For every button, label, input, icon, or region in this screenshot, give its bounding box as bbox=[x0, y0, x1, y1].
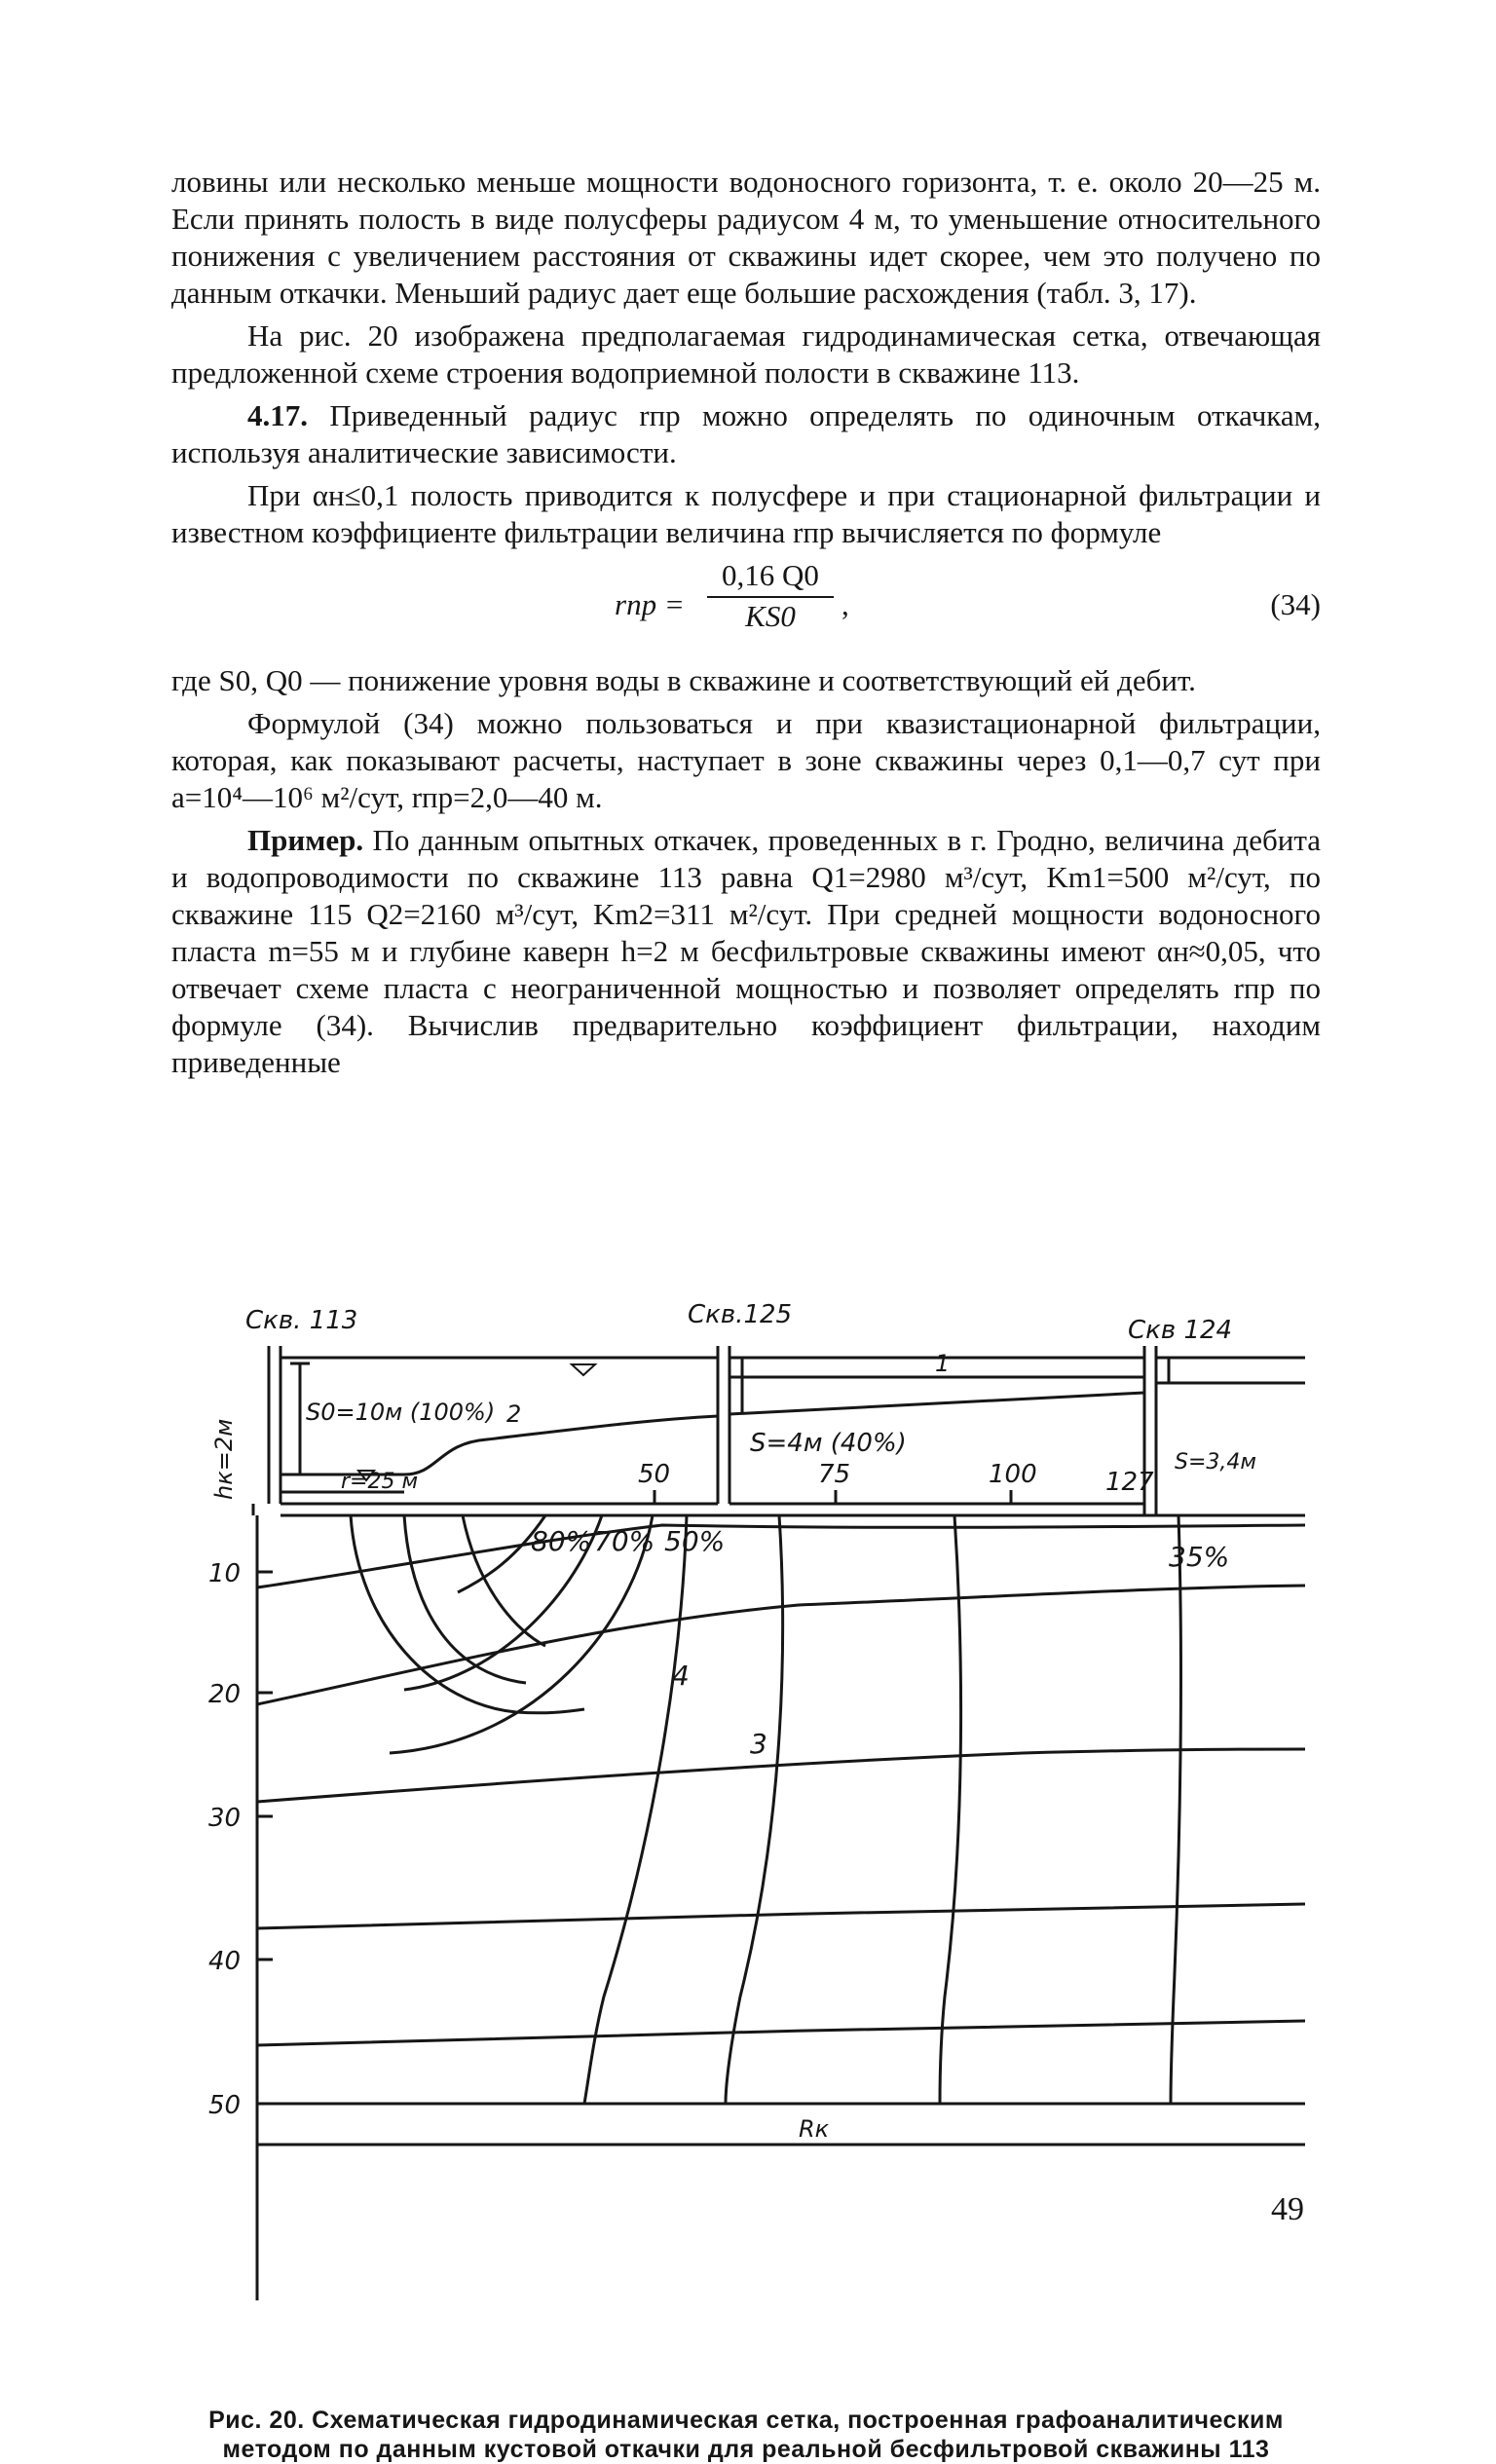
formula-lhs: rпр = bbox=[615, 587, 685, 621]
formula-comma: , bbox=[842, 587, 849, 621]
percent-label-35: 35% bbox=[1169, 1541, 1230, 1573]
rk-label: Rк bbox=[799, 2115, 830, 2143]
percent-label-50: 50% bbox=[664, 1525, 726, 1557]
percent-label-80: 80% bbox=[531, 1525, 592, 1557]
s0-tail-label: 2 bbox=[506, 1400, 522, 1428]
line-label-4: 4 bbox=[672, 1660, 690, 1692]
hk-label: hк=2м bbox=[210, 1418, 238, 1500]
depth-label-30: 30 bbox=[208, 1804, 242, 1833]
page-number: 49 bbox=[1271, 2191, 1304, 2227]
paragraph-3-text: Приведенный радиус rпр можно определять по одиночным откачкам, используя аналитические зависимости. bbox=[171, 398, 1322, 469]
example-text: По данным опытных откачек, проведенных в г. Гродно, величина дебита и водопроводимости по скважине 113 равна Q1=2980 м³/сут, Km1=500 м²/сут, по скважине 115 Q2=2160 м³/сут, Km2=311 м²/сут. При средней мощности водоносного пласта m=55 м и глубине каверн h=2 м бесфильтровые скважины имеют αн≈0,05, что отвечает схеме пласта с неограниченной мощностью и позволяет определять rпр по формуле (34). Вычислив предварительно коэффициент фильтрации, находим приведенные bbox=[171, 823, 1322, 1079]
percent-label-70: 70% bbox=[594, 1525, 655, 1557]
example-label: Пример. bbox=[247, 823, 364, 857]
paragraph-6: Формулой (34) можно пользоваться и при квазистационарной фильтрации, которая, как показывают расчеты, наступает в зоне скважины через 0,1—0,7 сут при a=10⁴—10⁶ м²/сут, rпр=2,0—40 м. bbox=[171, 706, 1321, 814]
line-label-1: 1 bbox=[935, 1350, 951, 1377]
paragraph-2: На рис. 20 изображена предполагаемая гидродинамическая сетка, отвечающая предложенной схеме строения водоприемной полости в скважине 113. bbox=[171, 318, 1321, 390]
paragraph-3 bbox=[171, 397, 1321, 471]
paragraph-4: При αн≤0,1 полость приводится к полусфере и при стационарной фильтрации и известном коэффициенте фильтрации величина rпр вычисляется по формуле bbox=[171, 478, 1321, 549]
formula-denominator: KS0 bbox=[745, 599, 796, 633]
example-paragraph bbox=[171, 822, 1321, 1081]
s124-label: S=3,4м bbox=[1175, 1450, 1256, 1475]
distance-label-50: 50 bbox=[638, 1460, 671, 1489]
formula-34 bbox=[171, 557, 1321, 654]
depth-label-50: 50 bbox=[208, 2091, 242, 2120]
paragraph-1: ловины или несколько меньше мощности водоносного горизонта, т. е. около 20—25 м. Если принять полость в виде полусферы радиусом 4 м, то уменьшение относительного понижения с увеличением расстояния от скважины идет скорее, чем это получено по данным откачки. Меньший радиус дает еще большие расхождения (табл. 3, 17). bbox=[171, 165, 1321, 310]
paragraph-5: где S0, Q0 — понижение уровня воды в скважине и соответствующий ей дебит. bbox=[171, 663, 1196, 697]
s0-label: S0=10м (100%) bbox=[306, 1399, 496, 1426]
section-number: 4.17. bbox=[247, 398, 308, 432]
distance-label-75: 75 bbox=[818, 1460, 851, 1489]
depth-label-10: 10 bbox=[208, 1559, 242, 1588]
distance-label-127: 127 bbox=[1105, 1468, 1154, 1497]
well-label-124: Скв 124 bbox=[1128, 1316, 1233, 1345]
hydrodynamic-grid-figure bbox=[195, 1295, 1315, 2367]
depth-label-40: 40 bbox=[208, 1947, 242, 1976]
distance-label-100: 100 bbox=[989, 1460, 1037, 1489]
depth-label-20: 20 bbox=[208, 1680, 242, 1709]
figure-caption: Рис. 20. Схематическая гидродинамическая сетка, построенная графоаналитическим методом по данным кустовой откачки для реальной бесфильтровой скважины 113 bbox=[208, 2407, 1284, 2463]
well-label-125: Скв.125 bbox=[688, 1300, 793, 1329]
r-label: r=25 м bbox=[341, 1470, 419, 1494]
body-text bbox=[171, 164, 1321, 1087]
well-label-113: Скв. 113 bbox=[245, 1306, 358, 1335]
line-label-3: 3 bbox=[750, 1728, 767, 1760]
formula-numerator: 0,16 Q0 bbox=[707, 557, 834, 598]
formula-fraction bbox=[707, 557, 834, 635]
s125-label: S=4м (40%) bbox=[750, 1429, 907, 1458]
formula-number: (34) bbox=[1270, 587, 1321, 621]
